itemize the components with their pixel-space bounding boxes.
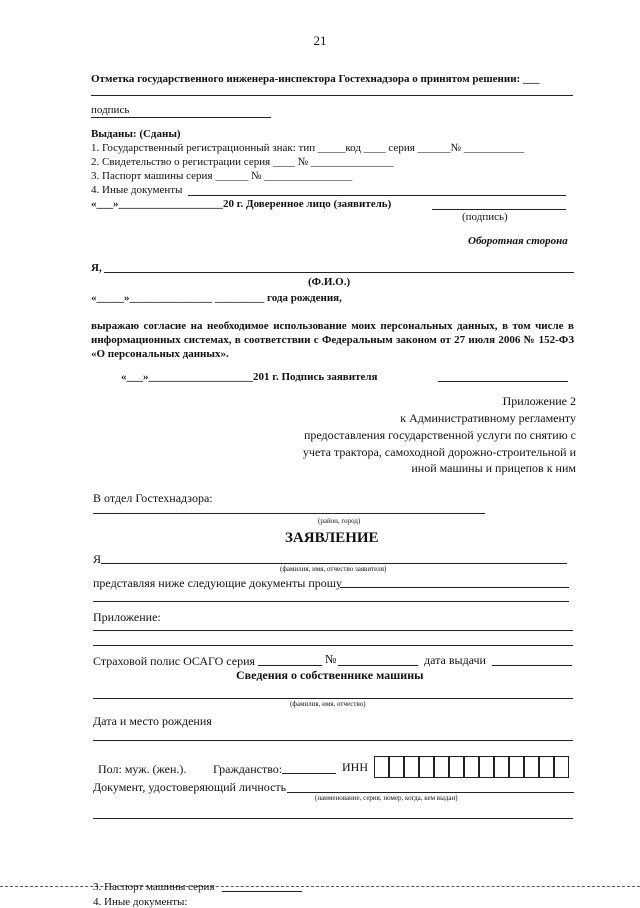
issued-title: Выданы: (Сданы) bbox=[91, 128, 181, 140]
sign-caption: (подпись) bbox=[462, 211, 508, 223]
docs-request-line-2 bbox=[93, 601, 569, 602]
inn-box[interactable] bbox=[524, 756, 539, 778]
issued-item-3: 3. Паспорт машины серия ______ № ________________ bbox=[91, 170, 353, 182]
inn-box[interactable] bbox=[419, 756, 434, 778]
applicant-sign-line: «___»___________________201 г. Подпись заявителя bbox=[121, 371, 378, 383]
id-doc-label: Документ, удостоверяющий личность bbox=[93, 780, 287, 794]
inn-box[interactable] bbox=[464, 756, 479, 778]
signature-line bbox=[91, 117, 271, 118]
attachment-line-1 bbox=[93, 630, 573, 631]
appendix-line-4: учета трактора, самоходной дорожно-строительной и bbox=[302, 445, 576, 459]
appendix-line-3: предоставления государственной услуги по снятию с bbox=[303, 428, 576, 442]
trustee-sign-line bbox=[432, 209, 566, 210]
osago-date-label: дата выдачи bbox=[424, 653, 486, 667]
next-page-underline bbox=[222, 891, 302, 892]
applicant-sign-underline bbox=[438, 381, 568, 382]
next-page-line-1: 3. Паспорт машины серия bbox=[93, 881, 215, 893]
page-number: 21 bbox=[313, 33, 327, 48]
issued-item-1: 1. Государственный регистрационный знак: тип _____код ____ серия ______№ ___________ bbox=[91, 142, 525, 154]
inn-box[interactable] bbox=[389, 756, 404, 778]
inspector-note: Отметка государственного инженера-инспектора Гостехнадзора о принятом решении: ___ bbox=[91, 73, 540, 85]
inn-box[interactable] bbox=[434, 756, 449, 778]
inn-box[interactable] bbox=[404, 756, 419, 778]
osago-no-label: № bbox=[325, 652, 337, 666]
attachment-label: Приложение: bbox=[93, 610, 161, 624]
osago-date-line bbox=[492, 665, 572, 666]
form-ya: Я bbox=[93, 552, 102, 566]
department-line bbox=[93, 513, 485, 514]
other-docs-line bbox=[188, 195, 566, 196]
reverse-title: Оборотная сторона bbox=[468, 235, 568, 247]
fio-caption: (Ф.И.О.) bbox=[308, 276, 351, 288]
birth-line: «_____»_______________ _________ года рождения, bbox=[91, 292, 342, 304]
consent-text: выражаю согласие на необходимое использование моих персональных данных, в том числе в информационных системах, в соответствии с Федеральным законом от 27 июля 2006 № 152-ФЗ «О персональных данных». bbox=[91, 320, 574, 360]
owner-title: Сведения о собственнике машины bbox=[236, 668, 424, 682]
id-doc-caption: (наименование, серия, номер, когда, кем выдан) bbox=[315, 794, 458, 802]
issued-item-4: 4. Иные документы bbox=[91, 184, 183, 196]
docs-request-line bbox=[340, 587, 569, 588]
attachment-line-2 bbox=[93, 645, 573, 646]
id-doc-line bbox=[287, 792, 574, 793]
owner-fio-line bbox=[93, 698, 573, 699]
appendix-line-2: к Административному регламенту bbox=[400, 411, 576, 425]
signature-label: подпись bbox=[91, 104, 130, 116]
inn-label: ИНН bbox=[342, 760, 368, 774]
applicant-fio-caption: (фамилия, имя, отчество заявителя) bbox=[280, 565, 387, 573]
inn-box[interactable] bbox=[509, 756, 524, 778]
inn-box[interactable] bbox=[479, 756, 494, 778]
appendix-line-5: иной машины и прицепов к ним bbox=[411, 461, 576, 475]
osago-series-label: Страховой полис ОСАГО серия bbox=[93, 654, 256, 668]
inn-box[interactable] bbox=[374, 756, 389, 778]
inn-box[interactable] bbox=[539, 756, 554, 778]
reverse-ya: Я, bbox=[91, 262, 102, 274]
form-title: ЗАЯВЛЕНИЕ bbox=[285, 530, 379, 546]
note-line bbox=[91, 95, 573, 96]
citizenship-line bbox=[282, 773, 336, 774]
fio-line bbox=[104, 272, 574, 273]
applicant-fio-line bbox=[101, 563, 567, 564]
district-caption: (район, город) bbox=[318, 517, 361, 525]
to-department: В отдел Гостехнадзора: bbox=[93, 491, 213, 505]
inn-box[interactable] bbox=[554, 756, 569, 778]
citizenship-label: Гражданство: bbox=[213, 762, 283, 776]
id-doc-line-2 bbox=[93, 818, 573, 819]
osago-series-line bbox=[258, 665, 322, 666]
docs-request: представляя ниже следующие документы прошу bbox=[93, 576, 343, 590]
birth-place-line bbox=[93, 740, 573, 741]
trustee-date-line: «___»___________________20 г. Доверенное лицо (заявитель) bbox=[91, 198, 392, 210]
osago-no-line bbox=[338, 665, 418, 666]
issued-item-2: 2. Свидетельство о регистрации серия ____ № _______________ bbox=[91, 156, 394, 168]
owner-fio-caption: (фамилия, имя, отчество) bbox=[290, 700, 366, 708]
birth-place-label: Дата и место рождения bbox=[93, 714, 212, 728]
next-page-line-2: 4. Иные документы: bbox=[93, 896, 188, 908]
inn-box[interactable] bbox=[449, 756, 464, 778]
sex-label: Пол: муж. (жен.). bbox=[98, 762, 187, 776]
appendix-line-1: Приложение 2 bbox=[502, 394, 576, 408]
inn-box[interactable] bbox=[494, 756, 509, 778]
